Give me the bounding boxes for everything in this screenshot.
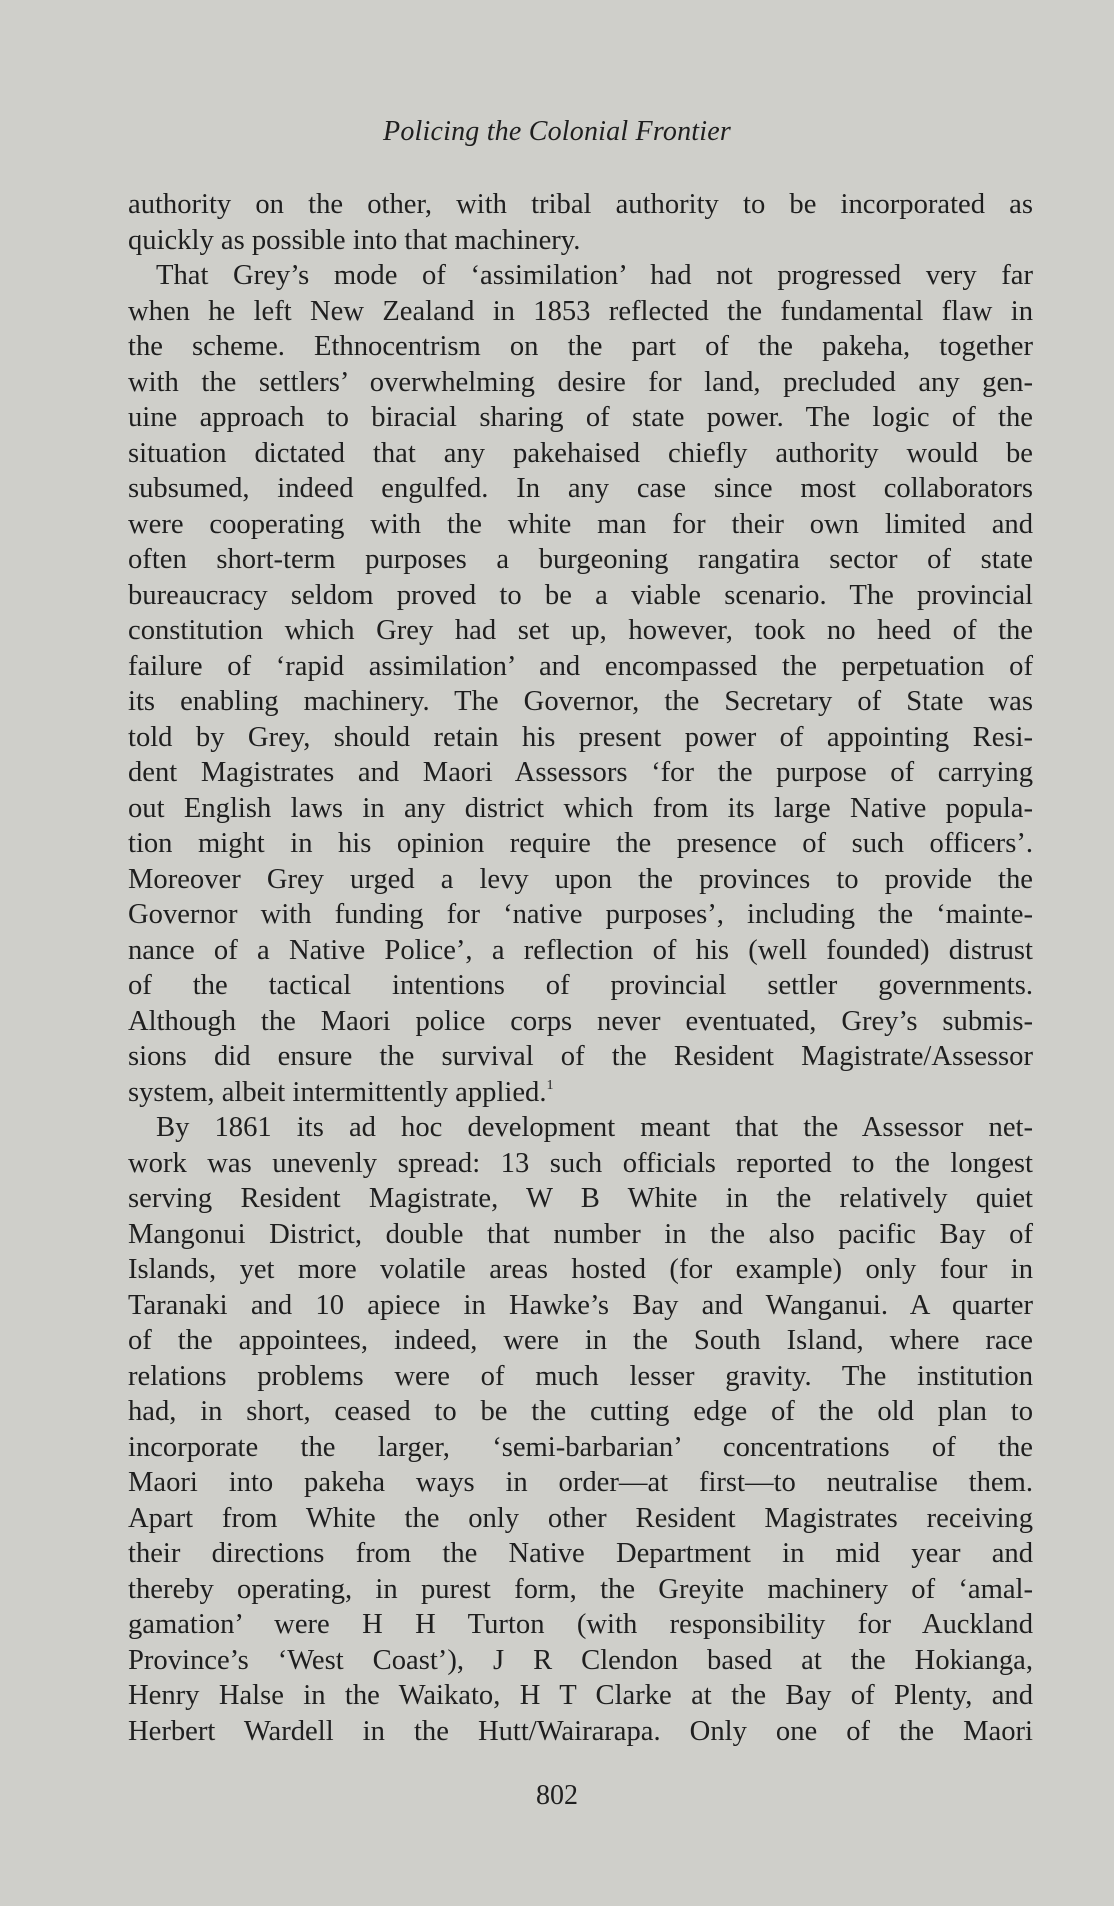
text-line: Moreover Grey urged a levy upon the provinces to provide the (128, 863, 1033, 895)
text-line: were cooperating with the white man for their own limited and (128, 508, 1033, 540)
text-line: That Grey’s mode of ‘assimilation’ had not progressed very far (156, 260, 1033, 291)
text-line: bureaucracy seldom proved to be a viable scenario. The provincial (128, 579, 1033, 611)
text-line: authority on the other, with tribal authority to be incorporated as (128, 189, 1033, 220)
text-line: Islands, yet more volatile areas hosted (for example) only four in (128, 1254, 1033, 1285)
text-line: told by Grey, should retain his present power of appointing Resi- (128, 721, 1033, 753)
text-line: had, in short, ceased to be the cutting edge of the old plan to (128, 1396, 1033, 1427)
text-line: serving Resident Magistrate, W B White in the relatively quiet (128, 1183, 1033, 1214)
text-line: constitution which Grey had set up, however, took no heed of the (128, 615, 1033, 646)
text-line: situation dictated that any pakehaised chiefly authority would be (128, 437, 1033, 469)
text-line: quickly as possible into that machinery. (128, 224, 581, 256)
text-line: work was unevenly spread: 13 such officials reported to the longest (128, 1147, 1033, 1179)
page-number: 802 (536, 1780, 578, 1811)
text-line: when he left New Zealand in 1853 reflected the fundamental flaw in (128, 295, 1033, 327)
text-line: their directions from the Native Department in mid year and (128, 1538, 1033, 1569)
text-line: Governor with funding for ‘native purposes’, including the ‘mainte- (128, 899, 1033, 930)
text-line: tion might in his opinion require the presence of such officers’. (128, 828, 1033, 859)
text-line: often short-term purposes a burgeoning rangatira sector of state (128, 544, 1033, 575)
text-line: relations problems were of much lesser gravity. The institution (128, 1360, 1033, 1392)
text-line: uine approach to biracial sharing of state power. The logic of the (128, 402, 1033, 433)
text-line: with the settlers’ overwhelming desire for land, precluded any gen- (128, 366, 1033, 398)
text-line: thereby operating, in purest form, the Greyite machinery of ‘amal- (128, 1573, 1033, 1605)
body-text (128, 187, 1033, 1749)
text-line: the scheme. Ethnocentrism on the part of the pakeha, together (128, 331, 1033, 362)
text-line: dent Magistrates and Maori Assessors ‘for the purpose of carrying (128, 757, 1033, 788)
text-line: Province’s ‘West Coast’), J R Clendon based at the Hokianga, (128, 1644, 1033, 1676)
text-line: sions did ensure the survival of the Resident Magistrate/Assessor (128, 1041, 1033, 1072)
text-line: subsumed, indeed engulfed. In any case since most collaborators (128, 473, 1033, 504)
text-line: failure of ‘rapid assimilation’ and encompassed the perpetuation of (128, 650, 1033, 682)
text-line: nance of a Native Police’, a reflection of his (well founded) distrust (128, 934, 1033, 966)
text-line: Mangonui District, double that number in the also pacific Bay of (128, 1218, 1033, 1250)
text-line: Herbert Wardell in the Hutt/Wairarapa. Only one of the Maori (128, 1715, 1033, 1747)
text-line: Although the Maori police corps never eventuated, Grey’s submis- (128, 1005, 1033, 1037)
text-line: system, albeit intermittently applied. (128, 1076, 547, 1108)
running-head: Policing the Colonial Frontier (383, 116, 731, 147)
text-line: incorporate the larger, ‘semi-barbarian’ concentrations of the (128, 1431, 1033, 1463)
text-line: By 1861 its ad hoc development meant that the Assessor net- (156, 1112, 1033, 1143)
text-line-with-footnote (128, 1075, 1033, 1111)
text-line: out English laws in any district which from its large Native popula- (128, 792, 1033, 824)
text-line: of the tactical intentions of provincial settler governments. (128, 970, 1033, 1001)
text-line: of the appointees, indeed, were in the South Island, where race (128, 1325, 1033, 1356)
text-line: its enabling machinery. The Governor, the Secretary of State was (128, 686, 1033, 717)
text-line: gamation’ were H H Turton (with responsibility for Auckland (128, 1609, 1033, 1640)
footnote-marker: 1 (546, 1077, 554, 1093)
text-line: Henry Halse in the Waikato, H T Clarke at the Bay of Plenty, and (128, 1680, 1033, 1711)
text-line: Taranaki and 10 apiece in Hawke’s Bay and Wanganui. A quarter (128, 1289, 1033, 1321)
text-line: Apart from White the only other Resident Magistrates receiving (128, 1502, 1033, 1534)
text-line: Maori into pakeha ways in order—at first—to neutralise them. (128, 1467, 1033, 1498)
